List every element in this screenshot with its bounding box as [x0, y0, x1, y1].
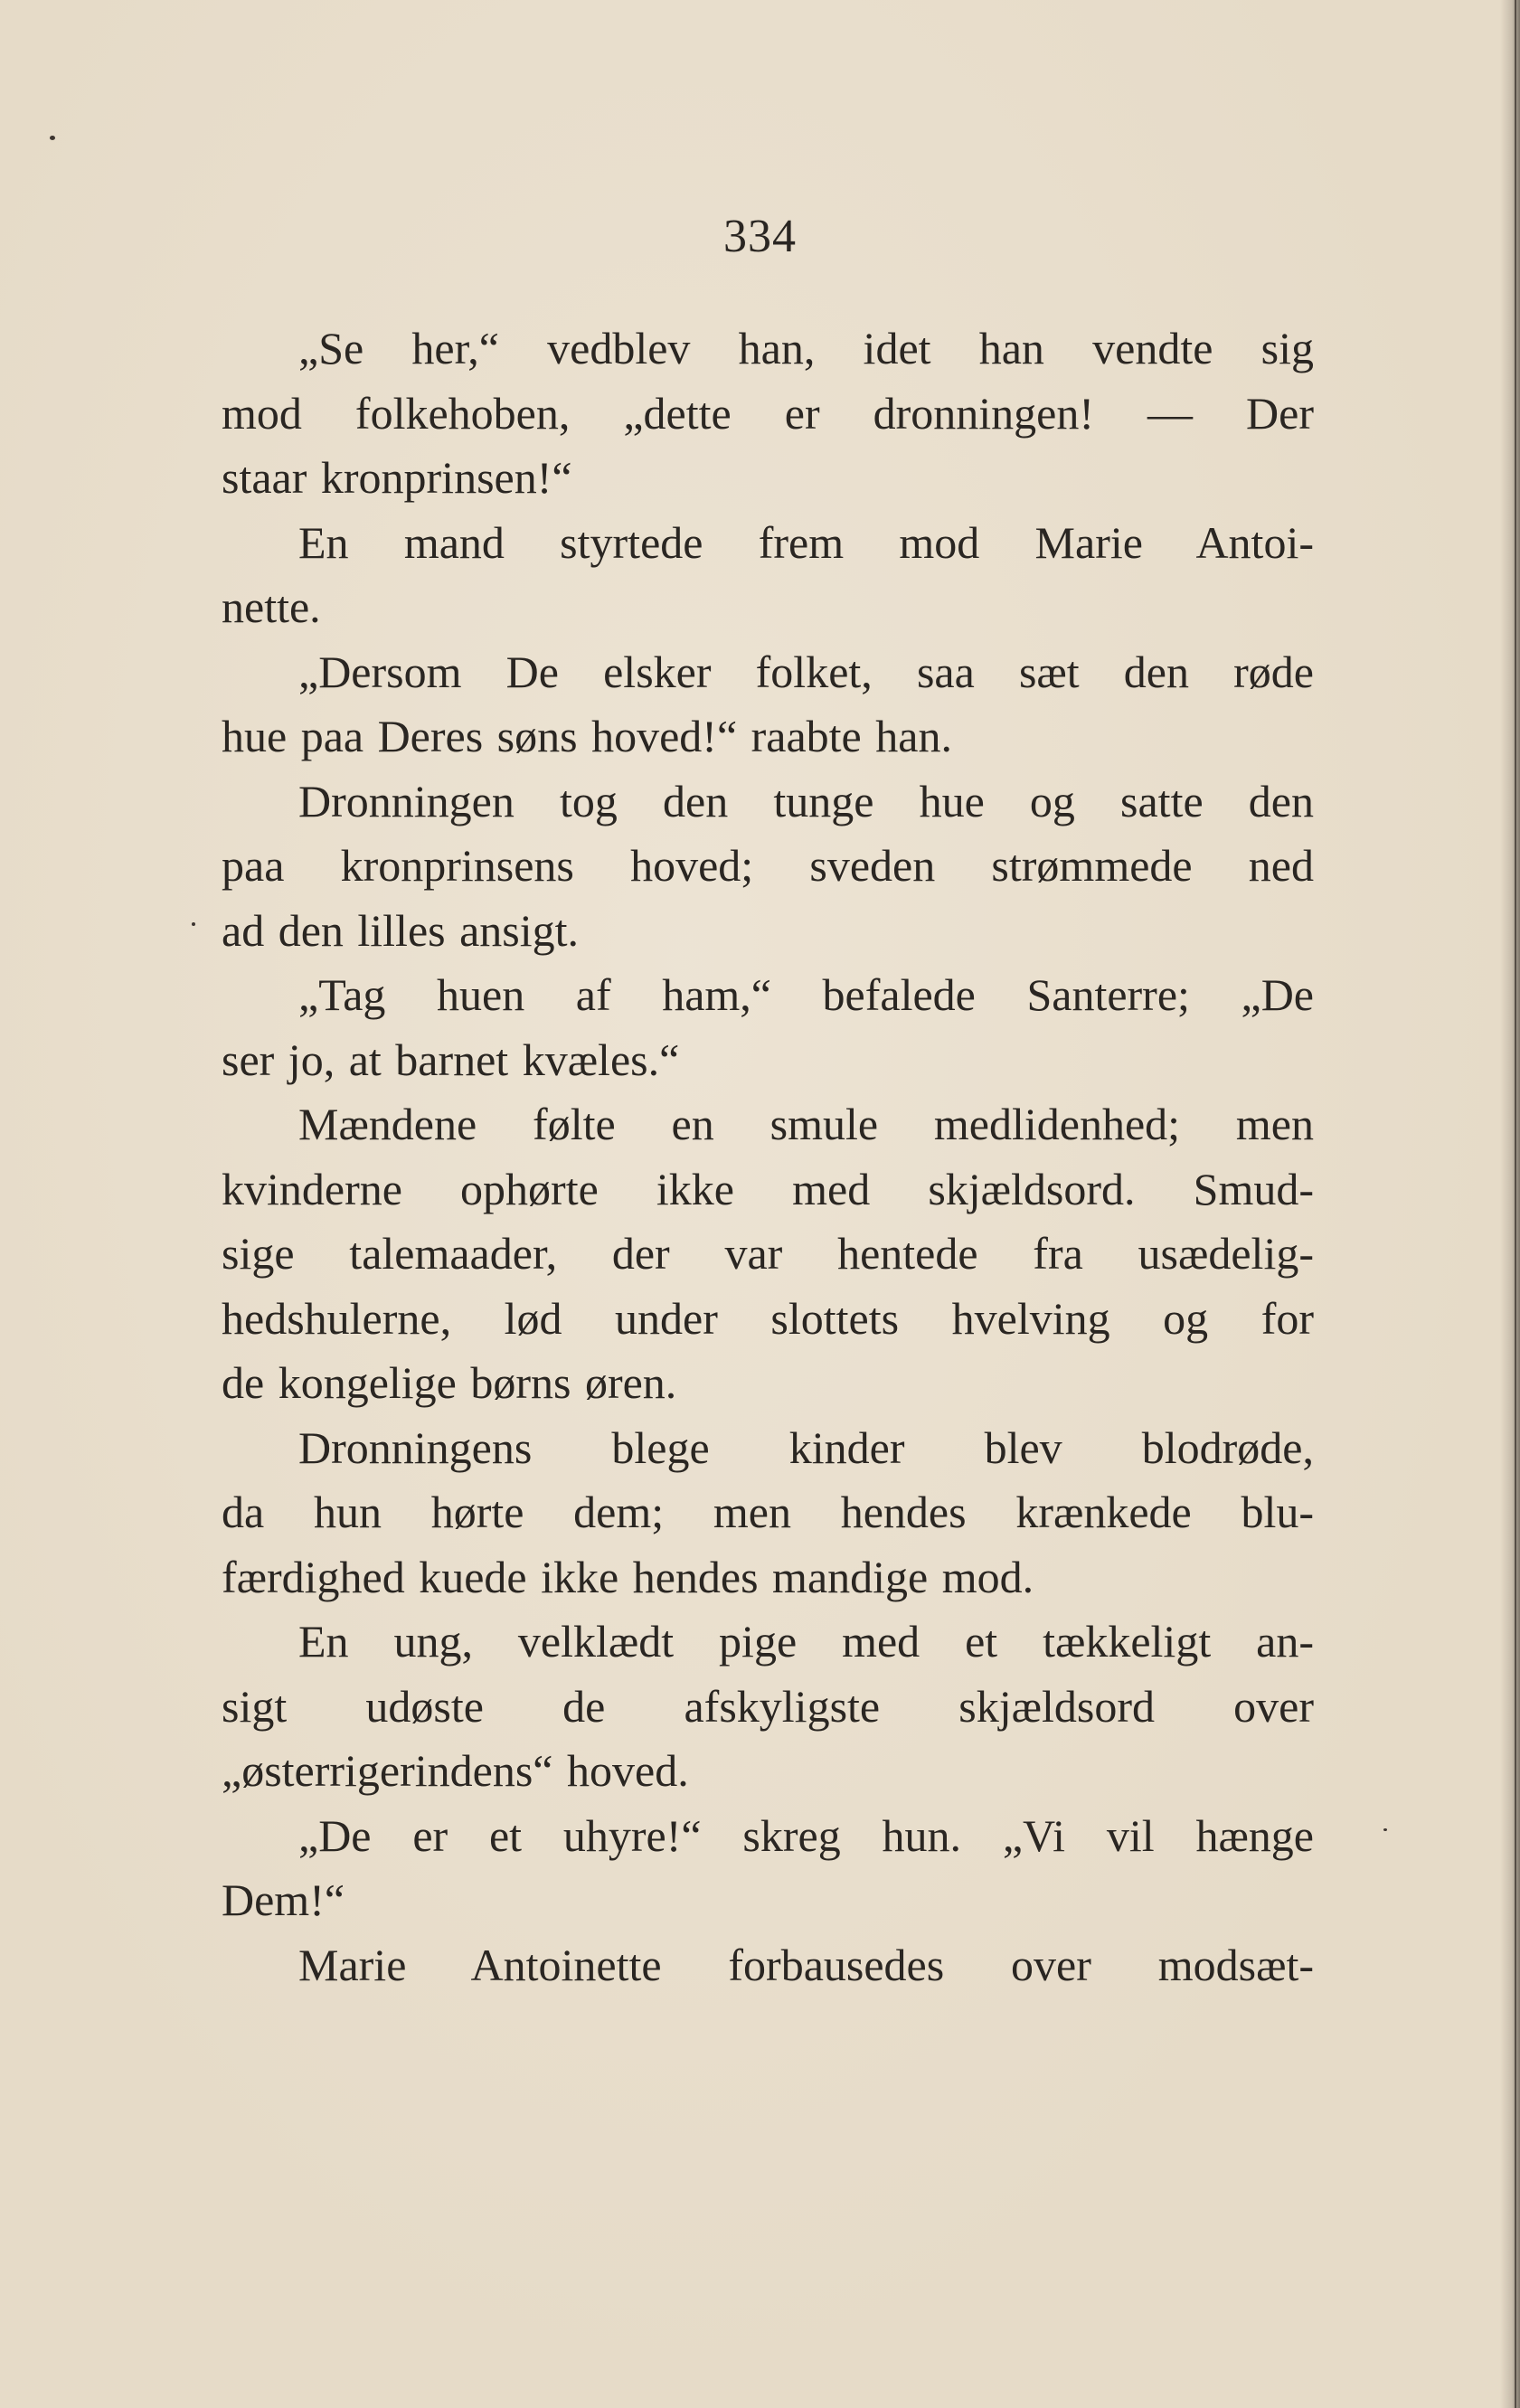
text-line: „De er et uhyre!“ skreg hun. „Vi vil hænge [298, 1809, 1314, 1861]
text-line: Marie Antoinette forbausedes over modsæt- [298, 1939, 1314, 1990]
ink-speck [192, 922, 195, 926]
text-line: hedshulerne, lød under slottets hvelving og for [222, 1292, 1314, 1344]
text-line: „Tag huen af ham,“ befalede Santerre; „De [298, 969, 1314, 1020]
text-line: da hun hørte dem; men hendes krænkede blu- [222, 1487, 1314, 1537]
text-line: paa kronprinsens hoved; sveden strømmede ned [222, 840, 1314, 891]
text-line: færdighed kuede ikke hendes mandige mod. [222, 1551, 1034, 1602]
text-line: sige talemaader, der var hentede fra usædelig- [222, 1228, 1314, 1279]
text-line: Dronningen tog den tunge hue og satte den [298, 775, 1314, 826]
text-line: ad den lilles ansigt. [222, 904, 580, 956]
text-line: Dronningens blege kinder blev blodrøde, [298, 1421, 1314, 1473]
body-text [222, 316, 1314, 1997]
text-line: sigt udøste de afskyligste skjældsord over [222, 1680, 1314, 1732]
page-edge-shadow [1500, 0, 1520, 2408]
text-line: staar kronprinsen!“ [222, 452, 572, 503]
text-line: En ung, velklædt pige med et tækkeligt an- [298, 1616, 1314, 1667]
text-line: nette. [222, 581, 321, 632]
text-line: Dem!“ [222, 1874, 345, 1925]
text-line: de kongelige børns øren. [222, 1357, 677, 1408]
ink-speck [1383, 1828, 1387, 1831]
text-line: „østerrigerindens“ hoved. [222, 1745, 689, 1796]
ink-speck [50, 136, 55, 140]
page-number: 334 [723, 211, 797, 262]
page-edge-line [1515, 0, 1516, 2408]
text-line: kvinderne ophørte ikke med skjældsord. Smud- [222, 1163, 1314, 1214]
text-line: ser jo, at barnet kvæles.“ [222, 1034, 680, 1085]
text-line: „Se her,“ vedblev han, idet han vendte sig [298, 323, 1314, 373]
text-line: Mændene følte en smule medlidenhed; men [298, 1099, 1314, 1149]
text-line: mod folkehoben, „dette er dronningen! — Der [222, 387, 1314, 439]
text-line: „Dersom De elsker folket, saa sæt den røde [298, 646, 1314, 697]
text-line: En mand styrtede frem mod Marie Antoi- [298, 516, 1314, 568]
text-line: hue paa Deres søns hoved!“ raabte han. [222, 711, 952, 761]
